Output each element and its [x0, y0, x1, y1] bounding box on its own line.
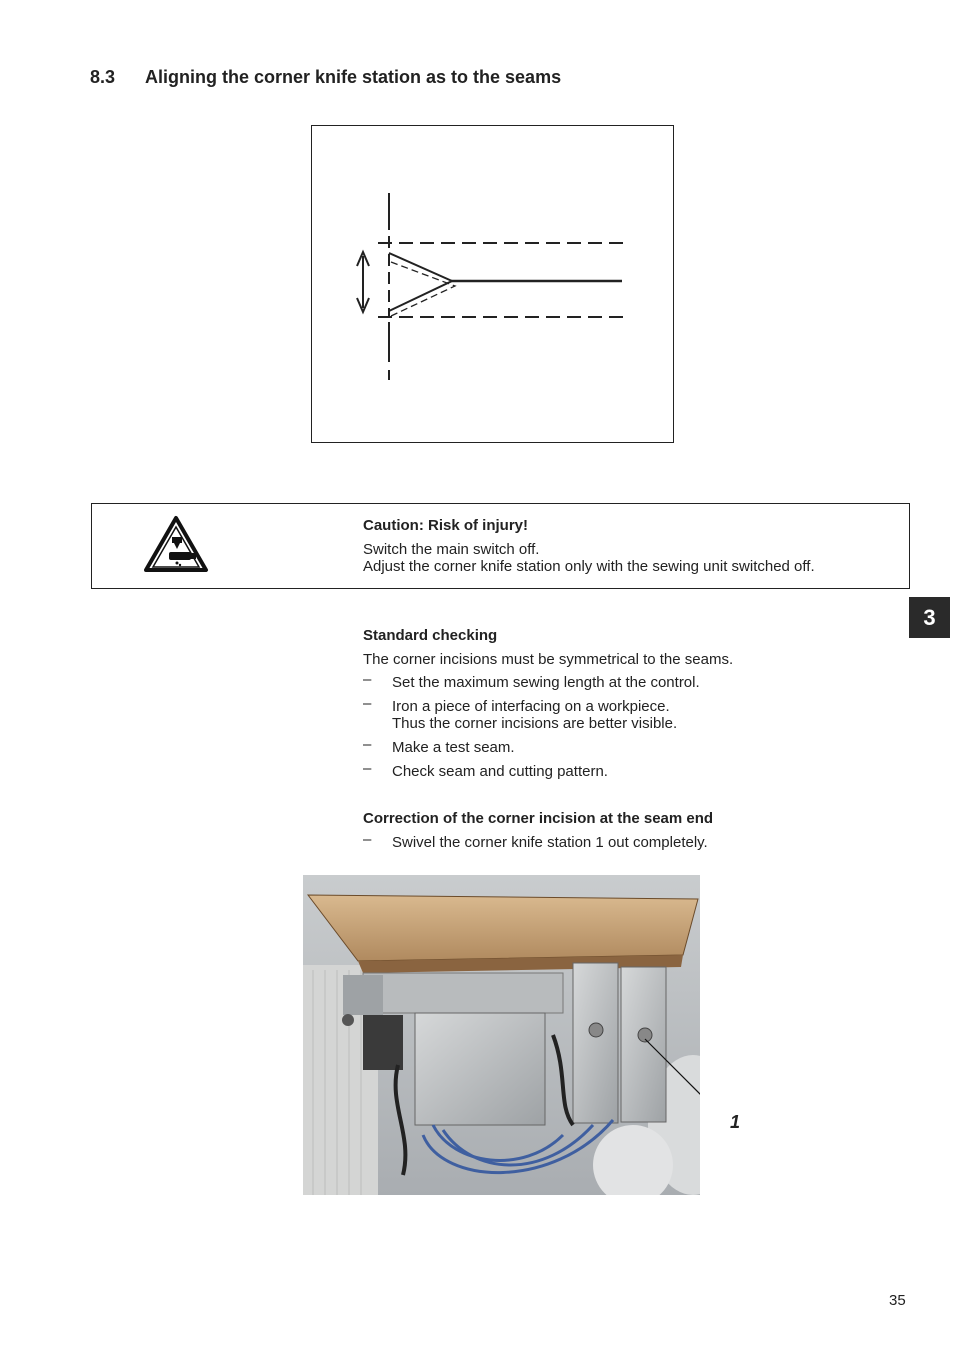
standard-checking-heading: Standard checking [363, 627, 498, 644]
hand-injury-warning-icon [143, 515, 209, 573]
photo-callout-label: 1 [730, 1112, 741, 1132]
list-item [363, 736, 883, 756]
corner-incision-drawing [312, 126, 673, 442]
adjust-arrow-icon [357, 252, 369, 312]
bullet-dash: – [363, 736, 372, 753]
instructions [363, 627, 883, 858]
caution-title: Caution: Risk of injury! [363, 517, 528, 534]
corner-incision-offset [391, 262, 455, 316]
step-continuation: Thus the corner incisions are better visible. [392, 715, 678, 732]
caution-box [91, 503, 910, 589]
standard-checking-intro: The corner incisions must be symmetrical to the seams. [363, 651, 734, 668]
step-text: Set the maximum sewing length at the control. [392, 674, 700, 691]
bullet-dash: – [363, 695, 372, 712]
caution-line-2: Adjust the corner knife station only with the sewing unit switched off. [363, 558, 815, 575]
step-text: Check seam and cutting pattern. [392, 763, 608, 780]
list-item [363, 695, 883, 732]
page-number: 35 [889, 1292, 906, 1309]
list-item [363, 760, 883, 780]
step-text: Swivel the corner knife station 1 out completely. [392, 834, 708, 851]
caution-text [363, 517, 815, 575]
corner-knife-station-photo [303, 875, 700, 1195]
bullet-dash: – [363, 760, 372, 777]
bullet-dash: – [363, 831, 372, 848]
section-title: Aligning the corner knife station as to the seams [145, 67, 562, 87]
bullet-dash: – [363, 671, 372, 688]
caution-line-1: Switch the main switch off. [363, 541, 540, 558]
chapter-tab: 3 [909, 597, 950, 638]
corner-incision-diagram [311, 125, 674, 443]
section-number: 8.3 [90, 67, 116, 87]
list-item [363, 671, 883, 691]
step-text: Iron a piece of interfacing on a workpiece. [392, 698, 670, 715]
step-text: Make a test seam. [392, 739, 515, 756]
list-item [363, 831, 883, 851]
correction-heading: Correction of the corner incision at the seam end [363, 810, 714, 827]
section-heading [90, 67, 561, 88]
